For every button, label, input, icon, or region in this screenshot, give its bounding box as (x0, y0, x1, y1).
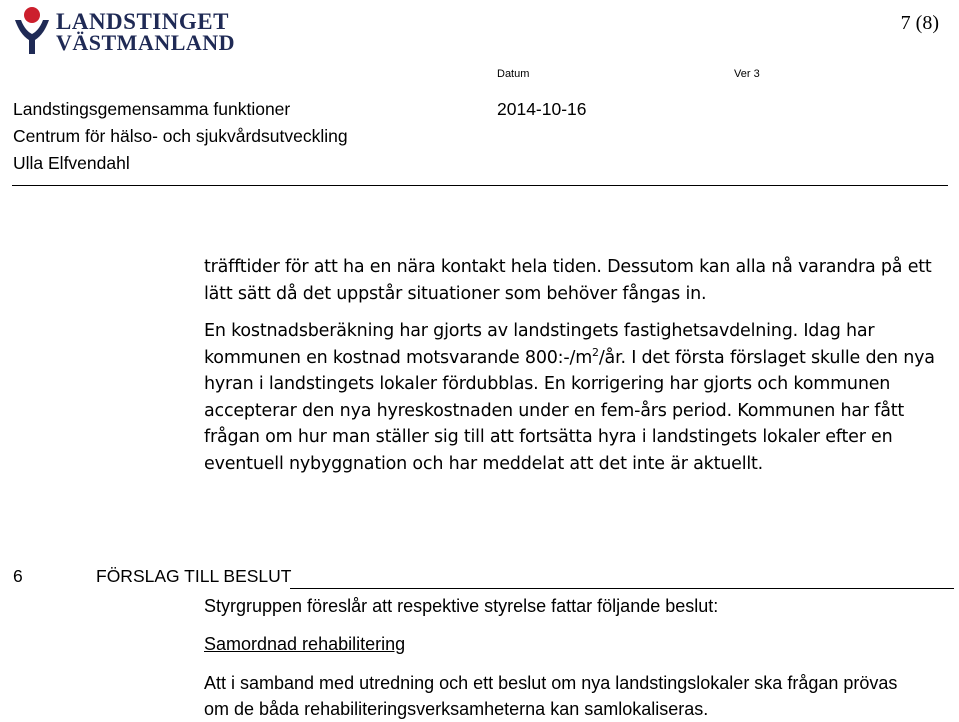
paragraph-2 (204, 318, 944, 477)
document-date: 2014-10-16 (497, 99, 587, 119)
paragraph-1-text: träfftider för att ha en nära kontakt hela tiden. Dessutom kan alla nå varandra på ett lätt sätt då det uppstår situationer som behöver fångas in. (204, 257, 932, 304)
paragraph-2-part-a: En kostnadsberäkning har gjorts av landstingets fastighetsavdelning. Idag har kommunen en kostnad motsvarande 800:-/m (204, 321, 875, 368)
version-label: Ver 3 (734, 68, 760, 80)
logo-line2: VÄSTMANLAND (56, 30, 236, 55)
superscript-2: 2 (592, 345, 599, 359)
org-line1: Landstingsgemensamma funktioner (13, 99, 291, 119)
decision-line-1: Att i samband med utredning och ett beslut om nya landstingslokaler ska frågan prövas (204, 673, 898, 693)
section-intro: Styrgruppen föreslår att respektive styrelse fattar följande beslut: (204, 596, 719, 616)
section-subheading: Samordnad rehabilitering (204, 634, 406, 654)
section-title: FÖRSLAG TILL BESLUT (96, 566, 292, 586)
datum-label: Datum (497, 68, 530, 80)
logo-line1: LANDSTINGET (56, 9, 229, 34)
paragraph-1 (204, 254, 944, 307)
header-divider (12, 185, 948, 186)
section-number: 6 (13, 566, 23, 586)
organization-logo (12, 4, 236, 56)
paragraph-2-part-b: /år. I det första förslaget skulle den nya hyran i landstingets lokaler fördubblas. En korrigering har gjorts och kommunen accepterar den nya hyreskostnaden under en fem-års period. Kommunen har fått frågan om hur man ställer sig till att fortsätta hyra i landstingets lokaler efter en eventuell nybyggnation och har meddelat att det inte är aktuellt. (204, 347, 935, 474)
author-name: Ulla Elfvendahl (13, 153, 130, 173)
org-line2: Centrum för hälso- och sjukvårdsutveckling (13, 126, 348, 146)
section-divider (290, 588, 954, 589)
paragraph-2-text (204, 318, 944, 477)
organization-block (13, 96, 348, 177)
page-number: 7 (8) (900, 12, 939, 34)
decision-line-2: om de båda rehabiliteringsverksamheterna kan samlokaliseras. (204, 699, 709, 719)
logo-emblem-icon (12, 4, 52, 56)
